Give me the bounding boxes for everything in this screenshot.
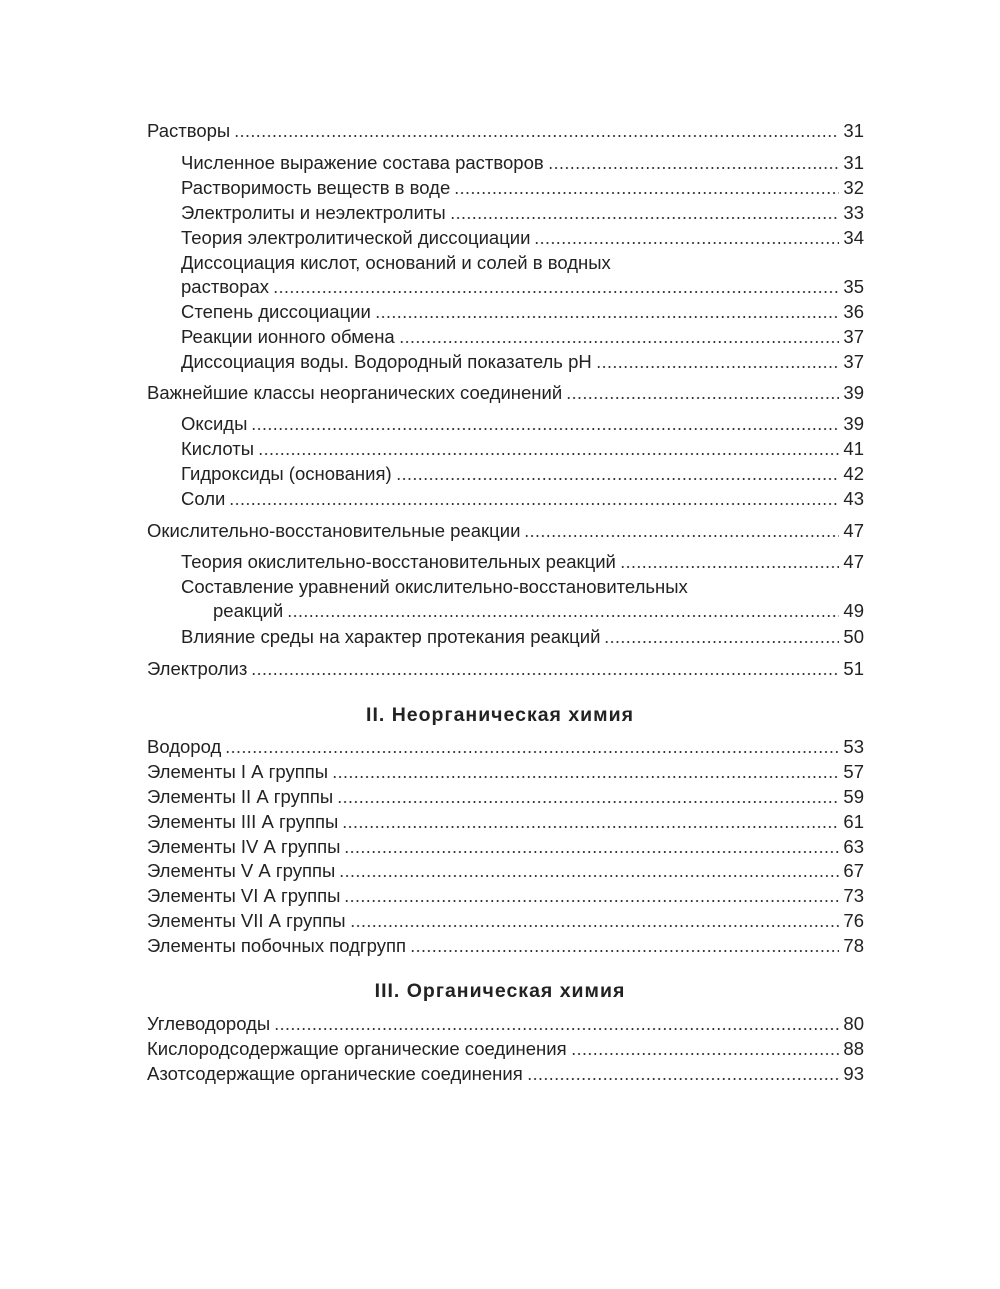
toc-subentry[interactable] xyxy=(181,550,864,574)
toc-entry-title: Кислоты xyxy=(181,438,255,459)
toc-entry-title: Элементы V А группы xyxy=(147,860,336,881)
dot-leader xyxy=(342,826,839,828)
toc-page-number: 67 xyxy=(843,860,864,881)
toc-subentry[interactable] xyxy=(181,437,864,461)
toc-entry[interactable] xyxy=(147,735,864,759)
toc-subentry[interactable] xyxy=(181,151,864,175)
section-heading: II. Неорганическая химия xyxy=(366,704,634,726)
toc-entry[interactable] xyxy=(147,1037,864,1061)
toc-page-number: 47 xyxy=(843,520,864,541)
toc-page-number: 51 xyxy=(843,658,864,679)
toc-entry[interactable] xyxy=(147,810,864,834)
toc-subentry[interactable] xyxy=(181,412,864,436)
toc-entry-title: Реакции ионного обмена xyxy=(181,326,395,347)
toc-page-number: 73 xyxy=(843,885,864,906)
dot-leader xyxy=(399,341,840,343)
toc-page-number: 37 xyxy=(843,326,864,347)
dot-leader xyxy=(332,776,839,778)
dot-leader xyxy=(337,801,839,803)
toc-entry[interactable] xyxy=(147,657,864,681)
dot-leader xyxy=(258,453,839,455)
toc-subentry[interactable] xyxy=(181,625,864,649)
toc-entry-title: Элементы VI А группы xyxy=(147,885,341,906)
toc-page-number: 32 xyxy=(843,177,864,198)
toc-entry-title: Теория электролитической диссоциации xyxy=(181,227,531,248)
toc-page-number: 36 xyxy=(843,301,864,322)
dot-leader xyxy=(350,925,840,927)
toc-entry-title: Соли xyxy=(181,488,226,509)
toc-entry-title: растворах xyxy=(181,276,270,297)
toc-entry-title: Углеводороды xyxy=(147,1013,271,1034)
toc-page-number: 59 xyxy=(843,786,864,807)
toc-entry-title: Электролиты и неэлектролиты xyxy=(181,202,446,223)
toc-entry-title: Влияние среды на характер протекания реакций xyxy=(181,626,601,647)
dot-leader xyxy=(273,291,839,293)
toc-page-number: 35 xyxy=(843,276,864,297)
toc-entry-title: Диссоциация воды. Водородный показатель pH xyxy=(181,351,592,372)
toc-subentry[interactable] xyxy=(181,575,864,623)
section-heading: III. Органическая химия xyxy=(374,980,626,1002)
toc-page-number: 63 xyxy=(843,836,864,857)
toc-page-number: 42 xyxy=(843,463,864,484)
dot-leader xyxy=(450,217,840,219)
toc-entry[interactable] xyxy=(147,785,864,809)
toc-entry-title: Растворы xyxy=(147,120,231,141)
toc-entry-title-line1: Составление уравнений окислительно-восстановительных xyxy=(181,576,688,597)
toc-entry-title-line1: Диссоциация кислот, оснований и солей в водных xyxy=(181,252,611,273)
toc-entry-title: Оксиды xyxy=(181,413,248,434)
toc-subentry[interactable] xyxy=(181,201,864,225)
toc-entry[interactable] xyxy=(147,934,864,958)
toc-page-number: 88 xyxy=(843,1038,864,1059)
toc-entry-title: Элементы I А группы xyxy=(147,761,329,782)
toc-page-number: 53 xyxy=(843,736,864,757)
toc-page-number: 93 xyxy=(843,1063,864,1084)
toc-entry-title: Азотсодержащие органические соединения xyxy=(147,1063,523,1084)
dot-leader xyxy=(548,167,840,169)
toc-entry[interactable] xyxy=(147,1062,864,1086)
toc-page-number: 39 xyxy=(843,382,864,403)
toc-entry-title: Элементы VII А группы xyxy=(147,910,346,931)
toc-entry-title: Элементы IV А группы xyxy=(147,836,341,857)
dot-leader xyxy=(251,428,839,430)
toc-page-number: 57 xyxy=(843,761,864,782)
toc-entry[interactable] xyxy=(147,1012,864,1036)
dot-leader xyxy=(620,566,840,568)
toc-entry-title: Гидроксиды (основания) xyxy=(181,463,392,484)
toc-entry[interactable] xyxy=(147,884,864,908)
toc-page-number: 41 xyxy=(843,438,864,459)
dot-leader xyxy=(339,875,839,877)
dot-leader xyxy=(534,242,839,244)
toc-entry[interactable] xyxy=(147,519,864,543)
toc-page-number: 47 xyxy=(843,551,864,572)
dot-leader xyxy=(566,397,839,399)
toc-entry-title: Кислородсодержащие органические соединения xyxy=(147,1038,567,1059)
toc-subentry[interactable] xyxy=(181,462,864,486)
toc-subentry[interactable] xyxy=(181,325,864,349)
dot-leader xyxy=(596,366,840,368)
toc-entry-title: Окислительно-восстановительные реакции xyxy=(147,520,521,541)
toc-page-number: 61 xyxy=(843,811,864,832)
toc-page-number: 78 xyxy=(843,935,864,956)
toc-page-number: 34 xyxy=(843,227,864,248)
toc-entry[interactable] xyxy=(147,381,864,405)
toc-subentry[interactable] xyxy=(181,300,864,324)
toc-entry-title: Важнейшие классы неорганических соединений xyxy=(147,382,563,403)
toc-entry-title: Элементы II А группы xyxy=(147,786,334,807)
toc-entry-title: Растворимость веществ в воде xyxy=(181,177,451,198)
dot-leader xyxy=(229,503,839,505)
dot-leader xyxy=(527,1078,840,1080)
toc-page-number: 50 xyxy=(843,626,864,647)
dot-leader xyxy=(274,1028,839,1030)
toc-page-number: 33 xyxy=(843,202,864,223)
dot-leader xyxy=(454,192,839,194)
dot-leader xyxy=(234,135,839,137)
dot-leader xyxy=(571,1053,840,1055)
toc-entry-title: Электролиз xyxy=(147,658,248,679)
dot-leader xyxy=(251,673,839,675)
toc-entry-title: Степень диссоциации xyxy=(181,301,371,322)
toc-entry-title: Водород xyxy=(147,736,222,757)
toc-subentry[interactable] xyxy=(181,226,864,250)
toc-subentry[interactable] xyxy=(181,251,864,299)
toc-entry[interactable] xyxy=(147,119,864,143)
toc-entry-title: Элементы III А группы xyxy=(147,811,339,832)
toc-entry[interactable] xyxy=(147,859,864,883)
toc-page-number: 31 xyxy=(843,120,864,141)
toc-page-number: 43 xyxy=(843,488,864,509)
toc-entry[interactable] xyxy=(147,909,864,933)
toc-entry-title: Теория окислительно-восстановительных реакций xyxy=(181,551,616,572)
dot-leader xyxy=(344,900,839,902)
toc-entry-title: Элементы побочных подгрупп xyxy=(147,935,407,956)
dot-leader xyxy=(410,950,839,952)
dot-leader xyxy=(225,751,839,753)
toc-entry[interactable] xyxy=(147,835,864,859)
toc-subentry[interactable] xyxy=(181,350,864,374)
dot-leader xyxy=(524,535,839,537)
toc-subentry[interactable] xyxy=(181,176,864,200)
dot-leader xyxy=(344,851,839,853)
toc-subentry[interactable] xyxy=(181,487,864,511)
dot-leader xyxy=(396,478,840,480)
toc-entry-title: Численное выражение состава растворов xyxy=(181,152,544,173)
toc-page-number: 37 xyxy=(843,351,864,372)
toc-page-number: 80 xyxy=(843,1013,864,1034)
toc-entry[interactable] xyxy=(147,760,864,784)
dot-leader xyxy=(375,316,840,318)
dot-leader xyxy=(287,615,839,617)
toc-entry-title: реакций xyxy=(213,600,284,621)
toc-page-number: 49 xyxy=(843,600,864,621)
toc-page-number: 39 xyxy=(843,413,864,434)
dot-leader xyxy=(604,641,839,643)
toc-page-number: 31 xyxy=(843,152,864,173)
toc-page-number: 76 xyxy=(843,910,864,931)
